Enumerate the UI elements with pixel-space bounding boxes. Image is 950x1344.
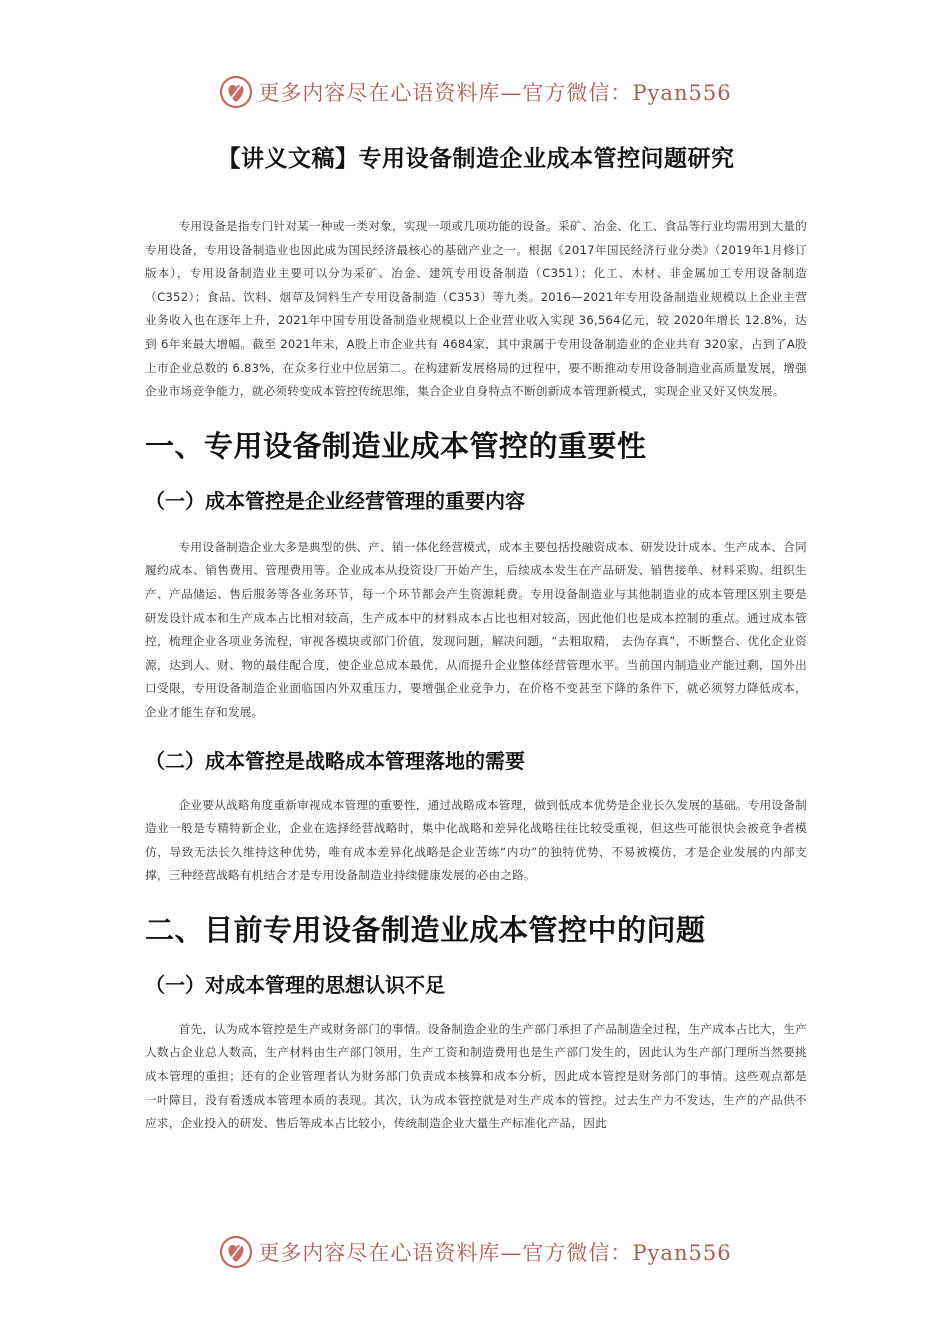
section-heading-1: 一、专用设备制造业成本管控的重要性 <box>145 428 647 463</box>
header-banner <box>0 72 950 112</box>
subsection-heading-1-1: （一）成本管控是企业经营管理的重要内容 <box>145 488 525 513</box>
section-heading-2: 二、目前专用设备制造业成本管控中的问题 <box>145 912 706 947</box>
document-body <box>145 140 807 1136</box>
subsection-paragraph-1-1: 专用设备制造企业大多是典型的供、产、销一体化经营模式，成本主要包括投融资成本、研发设计成本、生产成本、合同履约成本、销售费用、管理费用等。企业成本从投资设厂开始产生，后续成本发生在产品研发、销售接单、材料采购、组织生产、产品储运、售后服务等各业务环节，每一个环节都会产生资源耗费。专用设备制造业与其他制造业的成本管理区别主要是研发设计成本和生产成本占比相对较高，生产成本中的材料成本占比也相对较高，因此他们也是成本控制的重点。通过成本管控，梳理企业各项业务流程，审视各模块或部门价值，发现问题，解决问题，“去粗取精， 去伪存真”，不断整合、优化企业资源，达到人、财、物的最佳配合度，使企业总成本最优，从而提升企业整体经营管理水平。当前国内制造业产能过剩，国外出口受限，专用设备制造企业面临国内外双重压力，要增强企业竞争力，在价格不变甚至下降的条件下，就必须努力降低成本，企业才能生存和发展。 <box>145 539 807 719</box>
subsection-paragraph-1-2: 企业要从战略角度重新审视成本管理的重要性，通过战略成本管理，做到低成本优势是企业长久发展的基础。专用设备制造业一般是专精特新企业，企业在选择经营战略时，集中化战略和差异化战略往往比较受重视，但这些可能很快会被竞争者模仿，导致无法长久维持这种优势，唯有成本差异化战略是企业苦练“内功”的独特优势，不易被模仿，才是企业发展的内部支撑，三种经营战略有机结合才是专用设备制造业持续健康发展的必由之路。 <box>145 797 807 883</box>
banner-text: 更多内容尽在心语资料库—官方微信：Pyan556 <box>258 1241 732 1265</box>
footer-banner <box>0 1232 950 1272</box>
heart-leaf-logo-icon <box>218 1234 254 1270</box>
subsection-heading-1-2: （二）成本管控是战略成本管理落地的需要 <box>145 748 525 773</box>
heart-leaf-logo-icon <box>218 74 254 110</box>
subsection-heading-2-1: （一）对成本管理的思想认识不足 <box>145 972 445 997</box>
document-title: 【讲义文稿】专用设备制造企业成本管控问题研究 <box>217 146 735 172</box>
intro-paragraph: 专用设备是指专门针对某一种或一类对象，实现一项或几项功能的设备。采矿、冶金、化工、食品等行业均需用到大量的专用设备，专用设备制造业也因此成为国民经济最核心的基础产业之一。根据《2017年国民经济行业分类》（2019年1月修订版本），专用设备制造业主要可以分为采矿、冶金、建筑专用设备制造（C351）；化工、木材、非金属加工专用设备制造（C352）；食品、饮料、烟草及饲料生产专用设备制造（C353）等九类。2016—2021年专用设备制造业规模以上企业主营业务收入也在逐年上升，2021年中国专用设备制造业规模以上企业营业收入实现 36,564亿元，较 2020年增长 12.8%，达到 6年来最大增幅。截至 2021年末，A股上市企业共有 4684家，其中隶属于专用设备制造业的企业共有 320家，占到了A股上市企业总数的 6.83%，在众多行业中位居第二。在构建新发展格局的过程中，要不断推动专用设备制造业高质量发展，增强企业市场竞争能力，就必须转变成本管控传统思维，集合企业自身特点不断创新成本管理新模式，实现企业又好又快发展。 <box>145 219 807 399</box>
subsection-paragraph-2-1: 首先，认为成本管控是生产或财务部门的事情。设备制造企业的生产部门承担了产品制造全过程，生产成本占比大，生产人数占企业总人数高，生产材料由生产部门领用，生产工资和制造费用也是生产部门发生的，因此认为生产部门理所当然要挑成本管理的重担；还有的企业管理者认为财务部门负责成本核算和成本分析，因此成本管控是财务部门的事情。这些观点都是一叶障目，没有看透成本管理本质的表现。其次，认为成本管控就是对生产成本的管控。过去生产力不发达，生产的产品供不应求，企业投入的研发、售后等成本占比较小，传统制造企业大量生产标准化产品，因此 <box>145 1021 807 1131</box>
banner-text: 更多内容尽在心语资料库—官方微信：Pyan556 <box>258 81 732 105</box>
